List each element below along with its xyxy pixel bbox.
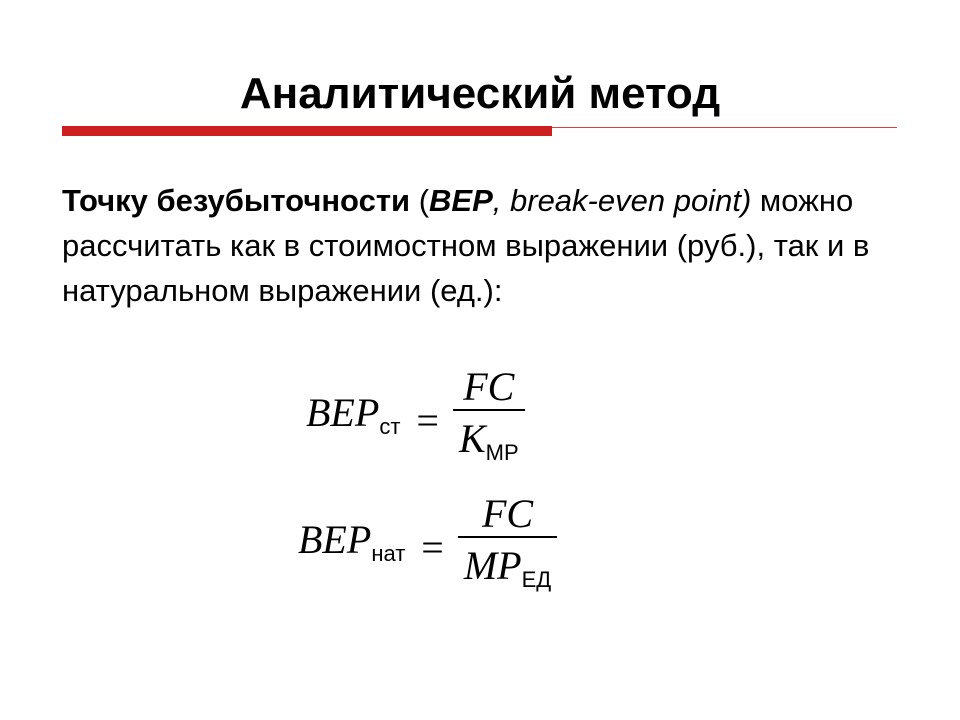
formula-lhs xyxy=(306,389,400,451)
formula-lhs xyxy=(298,516,405,578)
fraction xyxy=(458,492,557,602)
fraction xyxy=(453,365,525,475)
abbr-separator: , xyxy=(492,183,510,218)
lhs-base: BEP xyxy=(306,390,380,435)
english-term: break-even point xyxy=(510,183,741,218)
lhs-subscript: нат xyxy=(371,541,406,566)
slide-title: Аналитический метод xyxy=(239,69,721,118)
numerator: FC xyxy=(463,364,515,409)
formula-bep-units xyxy=(298,492,557,602)
title-underline-thin xyxy=(552,127,897,128)
paren-open: ( xyxy=(410,183,430,218)
numerator: FC xyxy=(481,491,534,536)
intro-text: можно рассчитать как в стоимостном выражении (руб.), так и в натуральном выражении (ед.): xyxy=(62,183,870,308)
term-bep: Точку безубыточности xyxy=(62,183,411,218)
denominator xyxy=(458,538,557,602)
title-underline-thick xyxy=(62,126,552,136)
equals-sign: = xyxy=(421,524,444,570)
equals-sign: = xyxy=(416,397,439,443)
abbr-bep: BEP xyxy=(429,183,493,218)
denominator-base: K xyxy=(458,416,486,461)
denominator-subscript: MP xyxy=(485,440,519,465)
denominator-subscript: ЕД xyxy=(521,567,552,592)
intro-paragraph xyxy=(62,178,922,313)
denominator-base: MP xyxy=(463,543,522,588)
lhs-base: BEP xyxy=(298,517,372,562)
lhs-subscript: ст xyxy=(379,414,401,439)
denominator xyxy=(453,411,525,475)
formula-bep-value xyxy=(306,365,525,475)
paren-close: ) xyxy=(740,183,752,218)
